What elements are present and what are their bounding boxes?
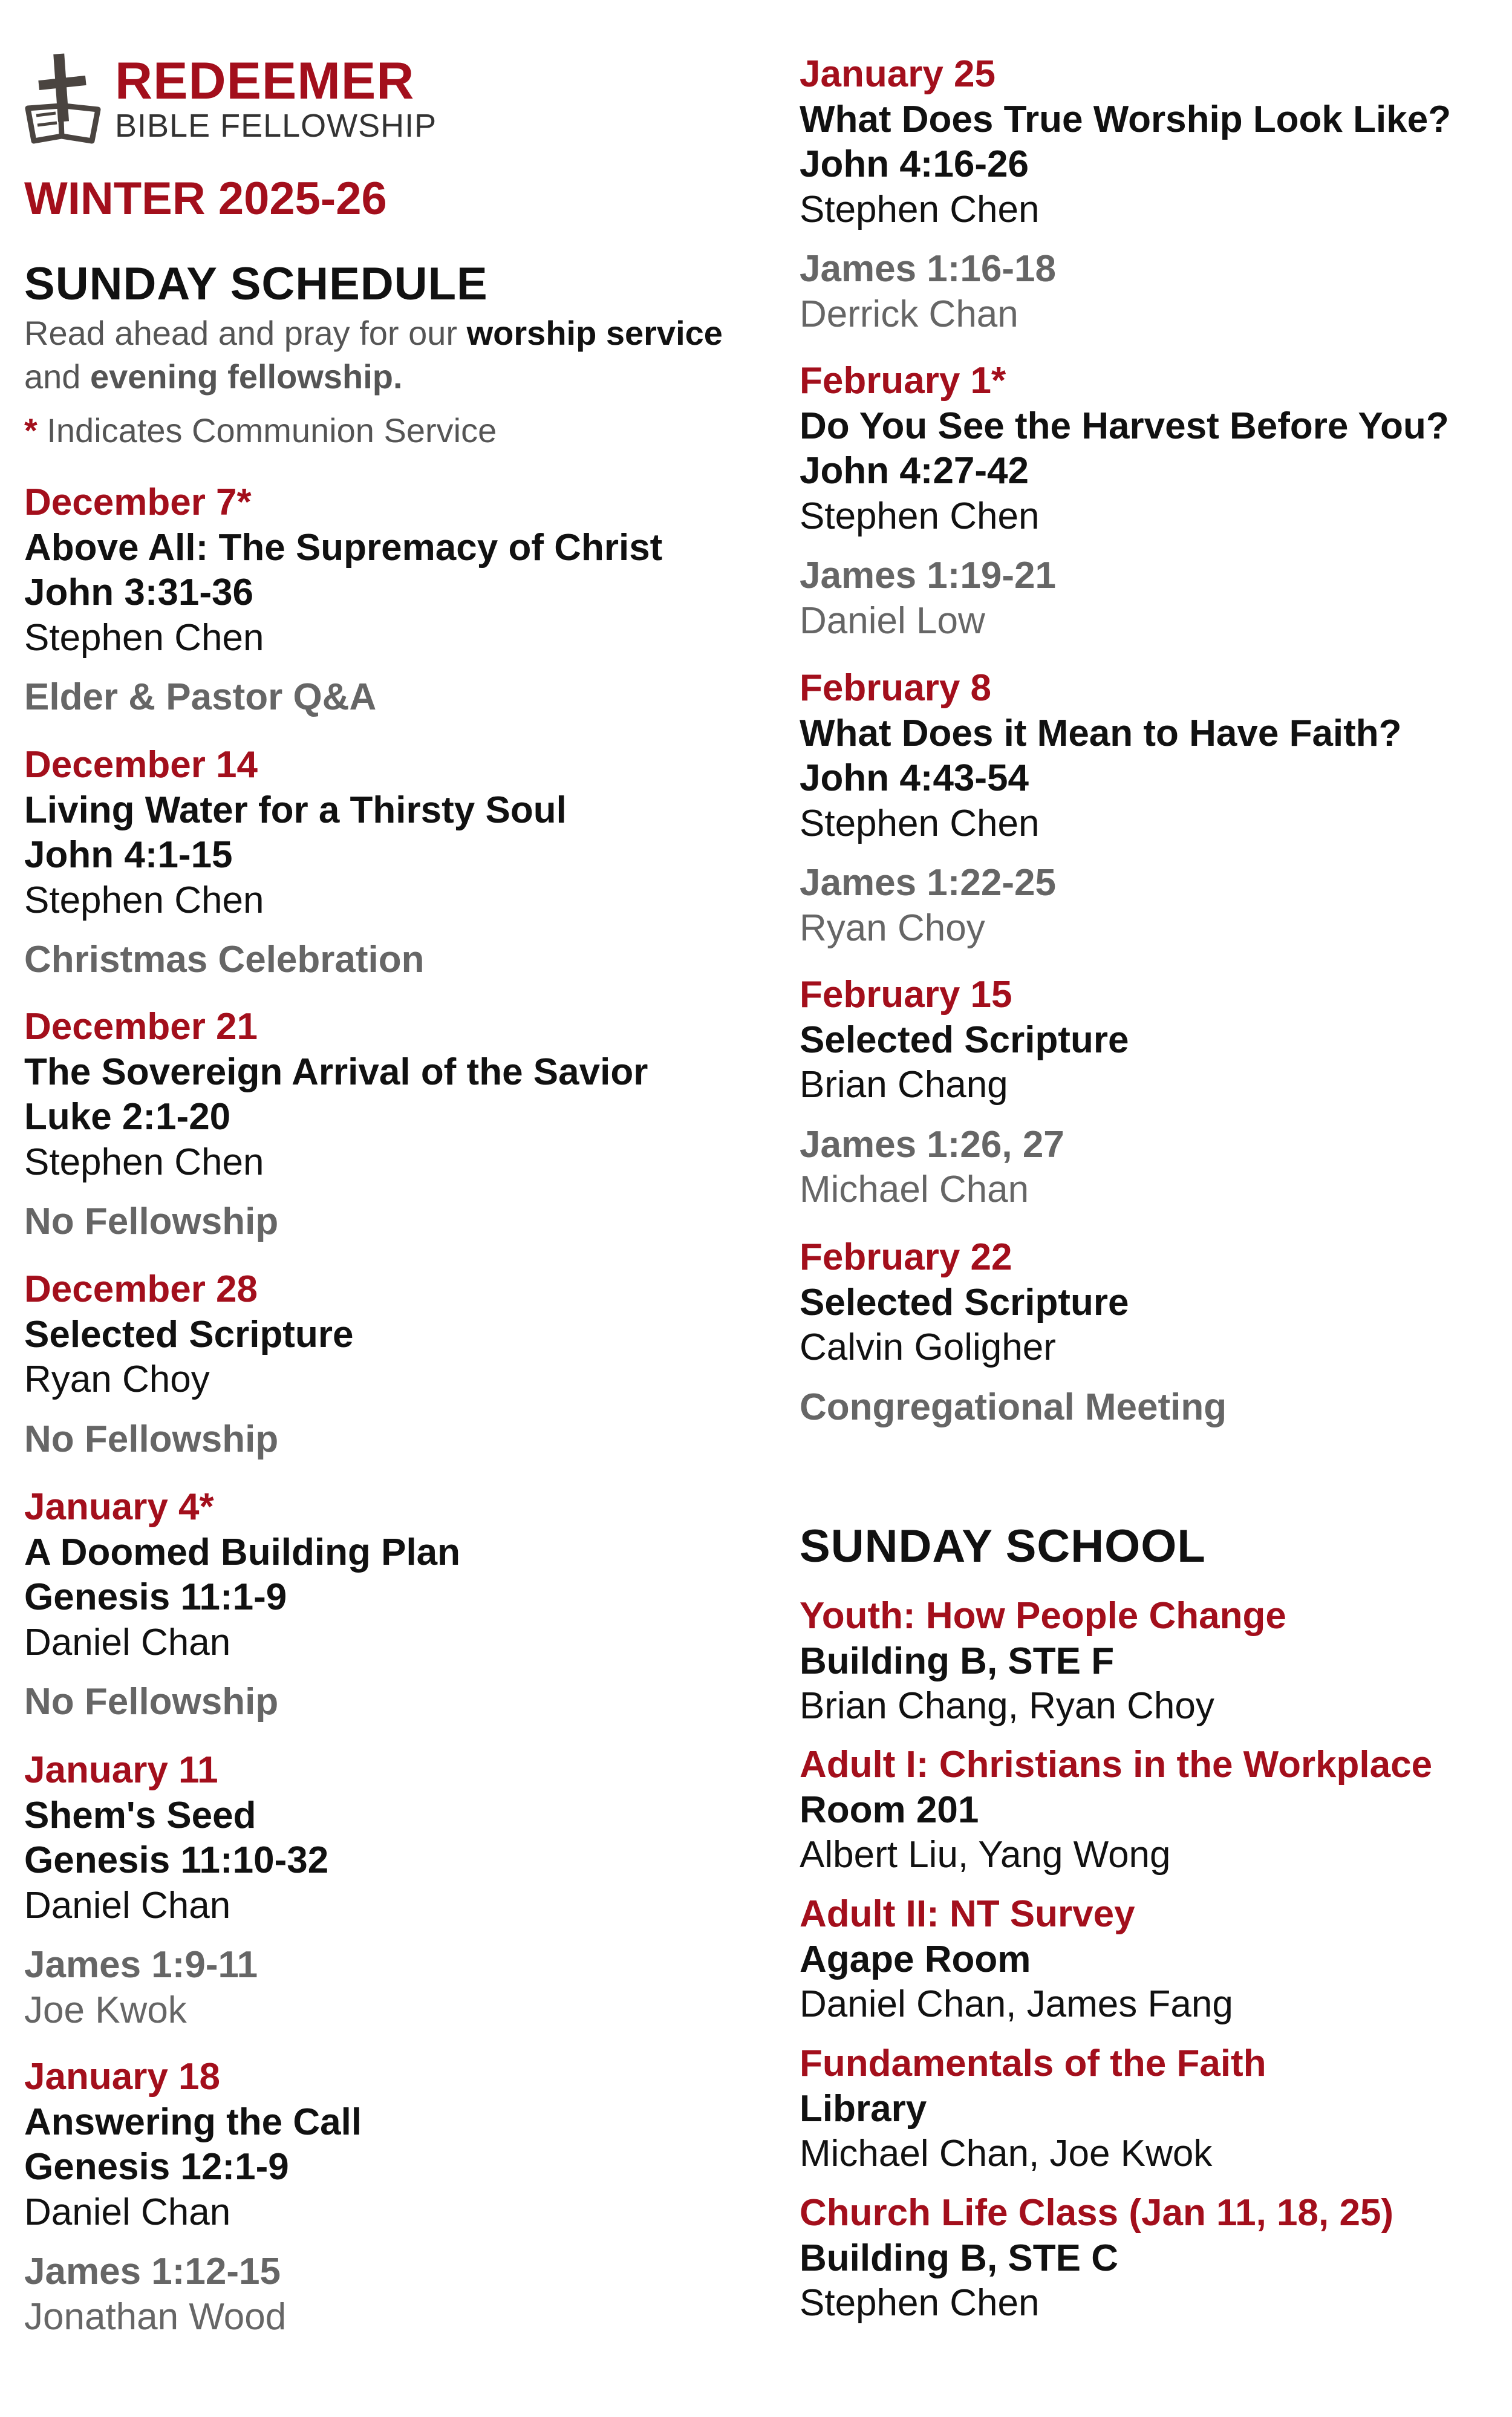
entry-evening: James 1:22-25 (800, 862, 1056, 904)
entry-passage: Luke 2:1-20 (24, 1096, 231, 1138)
schedule-entry (24, 480, 662, 720)
entry-date: February 15 (800, 974, 1012, 1016)
entry-evening-speaker: Ryan Choy (800, 907, 985, 949)
entry-evening-speaker: Jonathan Wood (24, 2295, 287, 2338)
entry-date: January 25 (800, 53, 996, 95)
schedule-entry (24, 743, 567, 983)
intro-fellowship: evening fellowship. (90, 357, 403, 396)
entry-speaker: Stephen Chen (24, 879, 264, 921)
class-name: Adult II: NT Survey (800, 1893, 1135, 1935)
church-logo (24, 47, 437, 150)
class-room: Library (800, 2087, 927, 2130)
church-name: REDEEMER (115, 52, 415, 110)
entry-date: January 4* (24, 1486, 214, 1528)
school-heading: SUNDAY SCHOOL (800, 1521, 1206, 1572)
school-class (800, 1892, 1233, 2027)
entry-evening: Congregational Meeting (800, 1386, 1227, 1428)
entry-date: January 18 (24, 2056, 220, 2098)
entry-speaker: Stephen Chen (800, 802, 1040, 844)
entry-passage: John 3:31-36 (24, 572, 254, 613)
entry-title: What Does True Worship Look Like? (800, 98, 1452, 140)
entry-passage: John 4:27-42 (800, 450, 1029, 492)
class-room: Building B, STE C (800, 2237, 1118, 2279)
entry-date: December 14 (24, 744, 258, 786)
communion-star: * (24, 411, 37, 449)
church-subtitle: BIBLE FELLOWSHIP (115, 108, 437, 144)
entry-date: January 11 (24, 1749, 218, 1791)
intro-worship: worship service (466, 314, 723, 352)
class-name: Fundamentals of the Faith (800, 2043, 1266, 2084)
schedule-entry (24, 1748, 328, 2033)
class-name: Church Life Class (Jan 11, 18, 25) (800, 2192, 1394, 2234)
entry-evening-speaker: Michael Chan (800, 1169, 1029, 1210)
entry-passage: Genesis 11:1-9 (24, 1576, 287, 1618)
entry-date: February 8 (800, 667, 992, 709)
entry-speaker: Brian Chang (800, 1064, 1008, 1106)
entry-title: Selected Scripture (800, 1281, 1129, 1323)
entry-title: A Doomed Building Plan (24, 1531, 461, 1573)
entry-speaker: Stephen Chen (24, 1141, 264, 1183)
class-name: Adult I: Christians in the Workplace (800, 1744, 1433, 1786)
school-class (800, 1743, 1432, 1878)
class-teachers: Stephen Chen (800, 2282, 1040, 2324)
class-teachers: Michael Chan, Joe Kwok (800, 2133, 1213, 2174)
entry-speaker: Stephen Chen (24, 616, 264, 659)
entry-passage: John 4:43-54 (800, 757, 1029, 799)
entry-evening-speaker: Daniel Low (800, 599, 985, 642)
schedule-entry (24, 1005, 648, 1245)
intro-text: Read ahead and pray for our (24, 314, 467, 352)
school-class (800, 2041, 1266, 2177)
communion-note-text: Indicates Communion Service (37, 411, 497, 449)
class-room: Room 201 (800, 1789, 979, 1831)
entry-passage: Genesis 12:1-9 (24, 2146, 289, 2188)
entry-evening: James 1:12-15 (24, 2251, 281, 2292)
entry-evening: James 1:19-21 (800, 555, 1056, 596)
entry-title: Do You See the Harvest Before You? (800, 405, 1449, 447)
entry-title: What Does it Mean to Have Faith? (800, 712, 1402, 754)
school-class (800, 1594, 1286, 1729)
entry-speaker: Daniel Chan (24, 1621, 231, 1663)
schedule-entry (800, 666, 1402, 951)
season-title: WINTER 2025-26 (24, 173, 387, 224)
entry-speaker: Stephen Chen (800, 495, 1040, 537)
cross-book-icon (24, 50, 103, 147)
entry-speaker: Daniel Chan (24, 1884, 231, 1926)
schedule-entry (24, 1267, 353, 1462)
entry-title: Living Water for a Thirsty Soul (24, 789, 567, 831)
entry-title: Selected Scripture (800, 1019, 1129, 1061)
entry-evening: James 1:26, 27 (800, 1123, 1064, 1166)
entry-passage: John 4:16-26 (800, 143, 1029, 185)
entry-title: Shem's Seed (24, 1794, 256, 1836)
entry-evening: Christmas Celebration (24, 939, 425, 980)
class-name: Youth: How People Change (800, 1595, 1286, 1637)
schedule-entry (800, 1235, 1227, 1430)
entry-date: February 1* (800, 360, 1006, 402)
entry-evening-speaker: Derrick Chan (800, 293, 1018, 335)
schedule-entry (24, 1485, 460, 1725)
entry-evening: No Fellowship (24, 1418, 279, 1460)
entry-passage: Genesis 11:10-32 (24, 1839, 329, 1881)
schedule-intro (24, 312, 726, 399)
school-class (800, 2191, 1393, 2326)
entry-evening: James 1:9-11 (24, 1944, 258, 1986)
entry-date: December 21 (24, 1006, 258, 1048)
communion-note (24, 409, 497, 452)
schedule-entry (800, 359, 1449, 644)
entry-evening: No Fellowship (24, 1201, 279, 1242)
entry-title: Answering the Call (24, 2101, 362, 2143)
class-teachers: Daniel Chan, James Fang (800, 1983, 1233, 2025)
entry-evening: James 1:16-18 (800, 248, 1056, 290)
schedule-entry (800, 52, 1451, 337)
entry-date: December 28 (24, 1268, 258, 1310)
class-room: Agape Room (800, 1938, 1031, 1980)
schedule-heading: SUNDAY SCHEDULE (24, 258, 488, 310)
class-room: Building B, STE F (800, 1640, 1115, 1682)
entry-speaker: Daniel Chan (24, 2191, 231, 2233)
entry-evening: Elder & Pastor Q&A (24, 676, 377, 718)
entry-date: February 22 (800, 1236, 1012, 1278)
entry-speaker: Ryan Choy (24, 1359, 210, 1400)
entry-date: December 7* (24, 481, 252, 523)
entry-speaker: Stephen Chen (800, 188, 1040, 230)
entry-evening-speaker: Joe Kwok (24, 1989, 187, 2031)
entry-title: Selected Scripture (24, 1313, 354, 1355)
entry-speaker: Calvin Goligher (800, 1326, 1056, 1368)
entry-passage: John 4:1-15 (24, 834, 233, 876)
intro-and: and (24, 357, 90, 396)
class-teachers: Brian Chang, Ryan Choy (800, 1685, 1214, 1727)
class-teachers: Albert Liu, Yang Wong (800, 1834, 1171, 1876)
entry-evening: No Fellowship (24, 1681, 279, 1723)
entry-title: Above All: The Supremacy of Christ (24, 526, 663, 569)
entry-title: The Sovereign Arrival of the Savior (24, 1051, 648, 1093)
schedule-entry (24, 2055, 362, 2340)
schedule-entry (800, 973, 1129, 1213)
